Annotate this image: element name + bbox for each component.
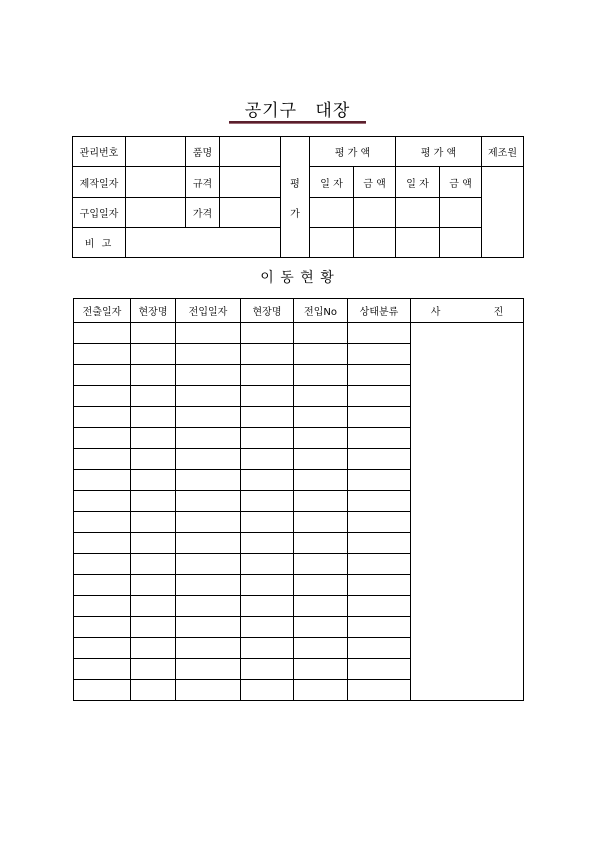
table-cell[interactable] <box>176 386 241 407</box>
table-cell[interactable] <box>131 386 176 407</box>
table-cell[interactable] <box>348 617 411 638</box>
table-cell[interactable] <box>294 638 348 659</box>
table-cell[interactable] <box>74 638 131 659</box>
table-cell[interactable] <box>294 512 348 533</box>
appraisal-date-2-row2[interactable] <box>396 228 440 258</box>
table-cell[interactable] <box>348 470 411 491</box>
header-photo: 사 진 <box>411 299 524 323</box>
title-underline <box>229 121 366 123</box>
table-cell[interactable] <box>348 596 411 617</box>
table-cell[interactable] <box>131 407 176 428</box>
tool-info-table <box>72 136 524 258</box>
table-cell[interactable] <box>131 344 176 365</box>
page-title: 공기구 대장 <box>244 101 351 121</box>
table-cell[interactable] <box>294 344 348 365</box>
appraisal-side-label <box>281 137 310 258</box>
table-cell[interactable] <box>131 575 176 596</box>
table-cell[interactable] <box>74 344 131 365</box>
table-cell[interactable] <box>74 428 131 449</box>
table-cell[interactable] <box>131 491 176 512</box>
table-cell[interactable] <box>74 680 131 701</box>
field-manufacturer[interactable] <box>482 167 524 258</box>
table-cell[interactable] <box>74 554 131 575</box>
appraisal-date-1-row2[interactable] <box>310 228 354 258</box>
field-mgmt-no[interactable] <box>126 137 186 167</box>
appraisal-header-2: 평 가 액 <box>396 137 482 167</box>
table-cell[interactable] <box>74 575 131 596</box>
photo-cell[interactable] <box>411 323 524 701</box>
appraisal-amount-1-row1[interactable] <box>354 198 396 228</box>
label-price: 가격 <box>186 198 220 228</box>
table-cell[interactable] <box>241 638 294 659</box>
table-cell[interactable] <box>241 491 294 512</box>
table-cell[interactable] <box>241 512 294 533</box>
appraisal-date-label-2: 일 자 <box>396 167 440 198</box>
header-site-name-in: 현장명 <box>241 299 294 323</box>
table-cell[interactable] <box>74 365 131 386</box>
table-cell[interactable] <box>348 680 411 701</box>
field-remarks[interactable] <box>126 228 281 258</box>
table-cell[interactable] <box>241 554 294 575</box>
field-item-name[interactable] <box>220 137 281 167</box>
table-cell[interactable] <box>131 365 176 386</box>
table-cell[interactable] <box>131 596 176 617</box>
table-cell[interactable] <box>294 680 348 701</box>
movement-table <box>73 298 524 701</box>
appraisal-date-1-row1[interactable] <box>310 198 354 228</box>
table-cell[interactable] <box>294 575 348 596</box>
appraisal-amount-2-row2[interactable] <box>440 228 482 258</box>
table-cell[interactable] <box>74 596 131 617</box>
field-made-date[interactable] <box>126 167 186 198</box>
label-purchase-date: 구입일자 <box>73 198 126 228</box>
table-cell[interactable] <box>176 449 241 470</box>
table-cell[interactable] <box>131 638 176 659</box>
table-cell[interactable] <box>348 533 411 554</box>
table-cell[interactable] <box>176 407 241 428</box>
table-cell[interactable] <box>348 638 411 659</box>
table-cell[interactable] <box>176 638 241 659</box>
appraisal-amount-1-row2[interactable] <box>354 228 396 258</box>
table-cell[interactable] <box>74 386 131 407</box>
header-transfer-in-no: 전입No <box>294 299 348 323</box>
field-price[interactable] <box>220 198 281 228</box>
appraisal-amount-label-2: 금 액 <box>440 167 482 198</box>
table-cell[interactable] <box>294 617 348 638</box>
table-cell[interactable] <box>131 323 176 344</box>
table-cell[interactable] <box>294 407 348 428</box>
table-cell[interactable] <box>348 659 411 680</box>
table-cell[interactable] <box>131 680 176 701</box>
table-cell[interactable] <box>74 617 131 638</box>
appraisal-side-char-1: 평 <box>290 179 300 190</box>
table-cell[interactable] <box>348 554 411 575</box>
table-cell[interactable] <box>176 470 241 491</box>
table-cell[interactable] <box>294 470 348 491</box>
table-cell[interactable] <box>176 596 241 617</box>
label-manufacturer: 제조원 <box>482 137 524 167</box>
table-cell[interactable] <box>74 512 131 533</box>
table-cell[interactable] <box>348 449 411 470</box>
label-remarks: 비 고 <box>73 228 126 258</box>
table-cell[interactable] <box>176 344 241 365</box>
label-spec: 규격 <box>186 167 220 198</box>
table-cell[interactable] <box>294 323 348 344</box>
table-cell[interactable] <box>241 407 294 428</box>
table-cell[interactable] <box>131 512 176 533</box>
table-cell[interactable] <box>348 344 411 365</box>
table-cell[interactable] <box>241 575 294 596</box>
table-cell[interactable] <box>348 407 411 428</box>
table-cell[interactable] <box>176 554 241 575</box>
appraisal-date-label-1: 일 자 <box>310 167 354 198</box>
table-row <box>74 323 524 344</box>
header-transfer-out-date: 전출일자 <box>74 299 131 323</box>
table-cell[interactable] <box>74 449 131 470</box>
table-cell[interactable] <box>294 533 348 554</box>
table-cell[interactable] <box>241 323 294 344</box>
table-cell[interactable] <box>241 470 294 491</box>
header-transfer-in-date: 전입일자 <box>176 299 241 323</box>
header-status: 상태분류 <box>348 299 411 323</box>
table-cell[interactable] <box>348 365 411 386</box>
table-cell[interactable] <box>131 533 176 554</box>
table-cell[interactable] <box>348 512 411 533</box>
table-cell[interactable] <box>176 533 241 554</box>
appraisal-amount-label-1: 금 액 <box>354 167 396 198</box>
table-cell[interactable] <box>131 659 176 680</box>
table-cell[interactable] <box>348 491 411 512</box>
table-cell[interactable] <box>131 617 176 638</box>
table-cell[interactable] <box>348 428 411 449</box>
appraisal-amount-2-row1[interactable] <box>440 198 482 228</box>
table-cell[interactable] <box>294 428 348 449</box>
table-cell[interactable] <box>241 617 294 638</box>
table-cell[interactable] <box>241 365 294 386</box>
table-cell[interactable] <box>176 491 241 512</box>
label-made-date: 제작일자 <box>73 167 126 198</box>
table-cell[interactable] <box>131 554 176 575</box>
appraisal-side-char-2: 가 <box>290 209 300 220</box>
table-cell[interactable] <box>294 386 348 407</box>
field-spec[interactable] <box>220 167 281 198</box>
table-cell[interactable] <box>176 575 241 596</box>
label-mgmt-no: 관리번호 <box>73 137 126 167</box>
table-cell[interactable] <box>241 386 294 407</box>
table-cell[interactable] <box>241 596 294 617</box>
table-cell[interactable] <box>176 617 241 638</box>
table-cell[interactable] <box>294 491 348 512</box>
table-cell[interactable] <box>176 365 241 386</box>
table-cell[interactable] <box>74 323 131 344</box>
table-cell[interactable] <box>294 365 348 386</box>
table-cell[interactable] <box>241 344 294 365</box>
table-cell[interactable] <box>131 428 176 449</box>
header-site-name-out: 현장명 <box>131 299 176 323</box>
table-cell[interactable] <box>241 659 294 680</box>
movement-title: 이 동 현 황 <box>260 270 335 286</box>
table-cell[interactable] <box>176 512 241 533</box>
table-cell[interactable] <box>348 386 411 407</box>
appraisal-date-2-row1[interactable] <box>396 198 440 228</box>
table-cell[interactable] <box>74 659 131 680</box>
appraisal-header-1: 평 가 액 <box>310 137 396 167</box>
table-cell[interactable] <box>74 407 131 428</box>
table-cell[interactable] <box>131 449 176 470</box>
table-cell[interactable] <box>294 659 348 680</box>
table-cell[interactable] <box>176 680 241 701</box>
table-cell[interactable] <box>294 554 348 575</box>
table-cell[interactable] <box>176 659 241 680</box>
table-cell[interactable] <box>241 449 294 470</box>
table-cell[interactable] <box>176 323 241 344</box>
table-cell[interactable] <box>74 491 131 512</box>
label-item-name: 품명 <box>186 137 220 167</box>
table-cell[interactable] <box>241 428 294 449</box>
table-cell[interactable] <box>74 470 131 491</box>
table-cell[interactable] <box>294 596 348 617</box>
field-purchase-date[interactable] <box>126 198 186 228</box>
table-cell[interactable] <box>131 470 176 491</box>
table-cell[interactable] <box>241 680 294 701</box>
table-cell[interactable] <box>241 533 294 554</box>
table-cell[interactable] <box>74 533 131 554</box>
table-cell[interactable] <box>176 428 241 449</box>
table-cell[interactable] <box>294 449 348 470</box>
table-cell[interactable] <box>348 575 411 596</box>
table-cell[interactable] <box>348 323 411 344</box>
